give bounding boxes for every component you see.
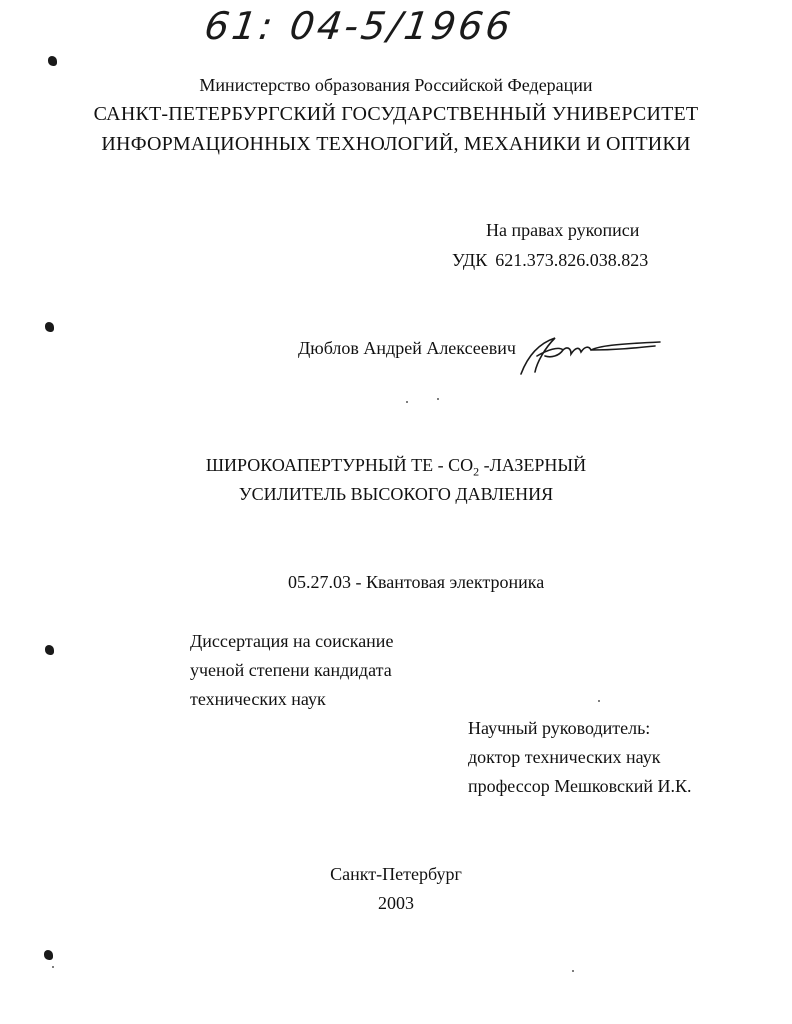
author-signature bbox=[515, 328, 665, 380]
scan-speck bbox=[406, 401, 408, 403]
scan-speck bbox=[437, 398, 439, 400]
udk-classification bbox=[452, 250, 648, 271]
supervisor-degree: доктор технических наук bbox=[468, 747, 661, 767]
dissertation-title-line1 bbox=[0, 455, 792, 480]
university-name-line2: ИНФОРМАЦИОННЫХ ТЕХНОЛОГИЙ, МЕХАНИКИ И ОПТИКИ bbox=[101, 133, 691, 155]
city: Санкт-Петербург bbox=[330, 864, 462, 884]
degree-line3: технических наук bbox=[190, 689, 326, 709]
author-name: Дюблов Андрей Алексеевич bbox=[298, 338, 516, 358]
ministry-name: Министерство образования Российской Федерации bbox=[199, 75, 593, 95]
scan-speck bbox=[52, 966, 54, 968]
manuscript-rights-note: На правах рукописи bbox=[486, 220, 640, 240]
scan-speck bbox=[572, 970, 574, 972]
supervisor-name: профессор Мешковский И.К. bbox=[468, 776, 692, 796]
title-subscript: 2 bbox=[473, 464, 480, 479]
year: 2003 bbox=[378, 893, 414, 913]
udk-label: УДК bbox=[452, 250, 488, 270]
degree-line2: ученой степени кандидата bbox=[190, 660, 392, 680]
title-part: -ЛАЗЕРНЫЙ bbox=[479, 455, 587, 475]
degree-line1: Диссертация на соискание bbox=[190, 631, 394, 651]
archive-mark-handwritten: 61: 04-5/1966 bbox=[201, 4, 517, 48]
scan-speck bbox=[598, 700, 600, 702]
supervisor-label: Научный руководитель: bbox=[468, 718, 651, 738]
punch-hole-mark bbox=[48, 56, 57, 66]
specialty-code: 05.27.03 - Квантовая электроника bbox=[288, 572, 545, 592]
dissertation-title-line2: УСИЛИТЕЛЬ ВЫСОКОГО ДАВЛЕНИЯ bbox=[238, 484, 554, 504]
university-name-line1: САНКТ-ПЕТЕРБУРГСКИЙ ГОСУДАРСТВЕННЫЙ УНИВЕРСИТЕТ bbox=[93, 103, 699, 125]
punch-hole-mark bbox=[45, 322, 54, 332]
udk-code: 621.373.826.038.823 bbox=[495, 250, 649, 270]
punch-hole-mark bbox=[44, 950, 53, 960]
title-part: ШИРОКОАПЕРТУРНЫЙ ТЕ - СО bbox=[205, 455, 474, 475]
signature-stroke bbox=[521, 338, 660, 374]
punch-hole-mark bbox=[45, 645, 54, 655]
